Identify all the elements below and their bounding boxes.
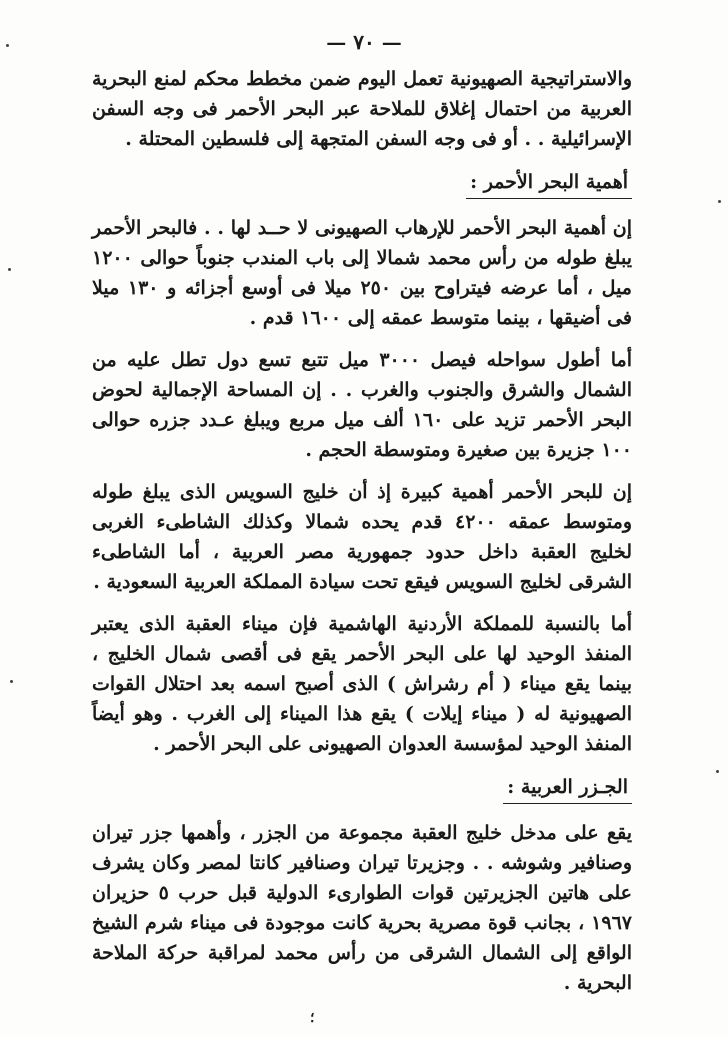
section-heading-arab-islands: الجـزر العربية : bbox=[503, 773, 632, 804]
paragraph-tiran-sanafir: يقع على مدخل خليج العقبة مجموعة من الجزر ، وأهمها جزر تيران وصنافير وشوشه . . وجزيرتا تيران وصنافير كانتا لمصر وكان يشرف على هاتين الجزيرتين قوات الطوارىء الدولية قبل حرب ٥ حزيران ١٩٦٧ ، بجانب قوة مصرية بحرية كانت موجودة فى ميناء شرم الشيخ الواقع إلى الشمال الشرقى من رأس محمد لمراقبة حركة الملاحة البحرية . bbox=[92, 822, 632, 994]
section-heading-red-sea: أهمية البحر الأحمر : bbox=[466, 168, 632, 199]
footer-mark: ؛ bbox=[310, 1010, 315, 1026]
page-number: — ٧٠ — bbox=[326, 30, 402, 54]
intro-paragraph: والاستراتيجية الصهيونية تعمل اليوم ضمن مخطط محكم لمنع البحرية العربية من احتمال إغلاق للملاحة عبر البحر الأحمر فى وجه السفن الإسرائيلية . . أو فى وجه السفن المتجهة إلى فلسطين المحتلة . bbox=[92, 68, 632, 150]
section-heading-wrap bbox=[92, 166, 632, 213]
margin-speck bbox=[10, 680, 13, 683]
margin-speck bbox=[718, 200, 721, 203]
margin-speck bbox=[6, 44, 9, 47]
paragraph-coastline: أما أطول سواحله فيصل ٣٠٠٠ ميل تتبع تسع دول تطل عليه من الشمال والشرق والجنوب والغرب . . إن المساحة الإجمالية لحوض البحر الأحمر تزيد على ١٦٠ ألف ميل مربع ويبلغ عـدد جزره حوالى ١٠٠ جزيرة بين صغيرة ومتوسطة الحجم . bbox=[92, 349, 632, 461]
page-body bbox=[92, 64, 632, 1010]
paragraph-red-sea-importance: إن أهمية البحر الأحمر للإرهاب الصهيونى لا حــد لها . . فالبحر الأحمر يبلغ طوله من رأس محمد شمالا إلى باب المندب جنوباً حوالى ١٢٠٠ ميل ، أما عرضه فيتراوح بين ٢٥٠ ميلا فى أوسع أجزائه و ١٣٠ ميلا فى أضيقها ، بينما متوسط عمقه إلى ١٦٠٠ قدم . bbox=[92, 217, 632, 329]
paragraph-aqaba-eilat: أما بالنسبة للمملكة الأردنية الهاشمية فإن ميناء العقبة الذى يعتبر المنفذ الوحيد لها على البحر الأحمر يقع فى أقصى شمال الخليج ، بينما يقع ميناء ( أم رشراش ) الذى أصبح اسمه بعد احتلال القوات الصهيونية له ( ميناء إيلات ) يقع هذا الميناء إلى الغرب . وهو أيضاً المنفذ الوحيد لمؤسسة العدوان الصهيونى على البحر الأحمر . bbox=[92, 613, 632, 755]
margin-speck bbox=[8, 268, 11, 271]
paragraph-gulf-of-suez: إن للبحر الأحمر أهمية كبيرة إذ أن خليج السويس الذى يبلغ طوله ومتوسط عمقه ٤٢٠٠ قدم يحده شمالا وكذلك الشاطىء الغربى لخليج العقبة داخل حدود جمهورية مصر العربية ، أما الشاطىء الشرقى لخليج السويس فيقع تحت سيادة المملكة العربية السعودية . bbox=[92, 481, 632, 593]
margin-speck bbox=[716, 770, 719, 773]
section-heading-wrap bbox=[92, 771, 632, 818]
